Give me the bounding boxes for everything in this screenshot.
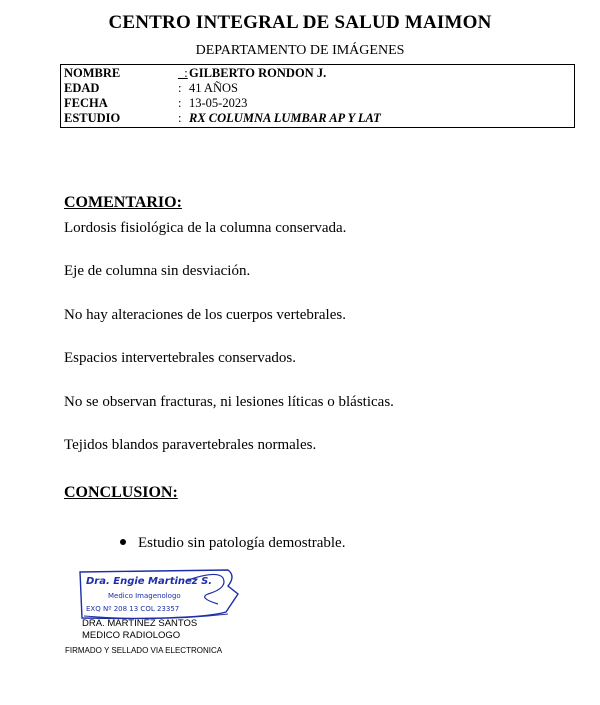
name-value: GILBERTO RONDON J.	[189, 66, 327, 80]
electronic-signature-note: FIRMADO Y SELLADO VIA ELECTRONICA	[65, 646, 223, 655]
date-label: FECHA	[64, 96, 108, 110]
stamp-title: Medico Imagenologo	[108, 592, 181, 600]
stamp-name: Dra. Engie Martinez S.	[86, 576, 213, 587]
conclusion-list-item	[120, 535, 345, 552]
bullet-icon	[120, 539, 126, 545]
age-value: 41 AÑOS	[189, 81, 238, 95]
patient-date-row	[64, 96, 572, 112]
doctor-title: MEDICO RADIOLOGO	[82, 630, 181, 641]
conclusion-heading: CONCLUSION:	[64, 484, 178, 501]
date-separator: :	[178, 96, 182, 110]
comment-line: Espacios intervertebrales conservados.	[64, 350, 296, 366]
date-value: 13-05-2023	[189, 96, 248, 110]
patient-info-box	[60, 64, 575, 128]
comment-line: Tejidos blandos paravertebrales normales.	[64, 437, 317, 453]
conclusion-text: Estudio sin patología demostrable.	[138, 535, 346, 551]
study-separator: :	[178, 111, 182, 125]
study-label: ESTUDIO	[64, 111, 121, 125]
comment-heading: COMENTARIO:	[64, 194, 182, 211]
patient-name-row	[64, 66, 572, 82]
name-label: NOMBRE	[64, 66, 121, 80]
patient-study-row	[64, 111, 572, 127]
patient-age-row	[64, 81, 572, 97]
comment-line: No hay alteraciones de los cuerpos vertebrales.	[64, 307, 346, 323]
name-separator: _:	[178, 66, 188, 80]
age-separator: :	[178, 81, 182, 95]
comment-line: Eje de columna sin desviación.	[64, 263, 251, 279]
comment-line: Lordosis fisiológica de la columna conservada.	[64, 220, 347, 236]
doctor-name: DRA. MARTINEZ SANTOS	[82, 618, 198, 629]
comment-line: No se observan fracturas, ni lesiones líticas o blásticas.	[64, 394, 394, 410]
age-label: EDAD	[64, 81, 100, 95]
department-subtitle: DEPARTAMENTO DE IMÁGENES	[195, 43, 405, 58]
clinic-title: CENTRO INTEGRAL DE SALUD MAIMON	[108, 12, 492, 33]
stamp-ids: EXQ Nº 208 13 COL 23357	[86, 605, 180, 613]
study-value: RX COLUMNA LUMBAR AP Y LAT	[189, 111, 381, 125]
